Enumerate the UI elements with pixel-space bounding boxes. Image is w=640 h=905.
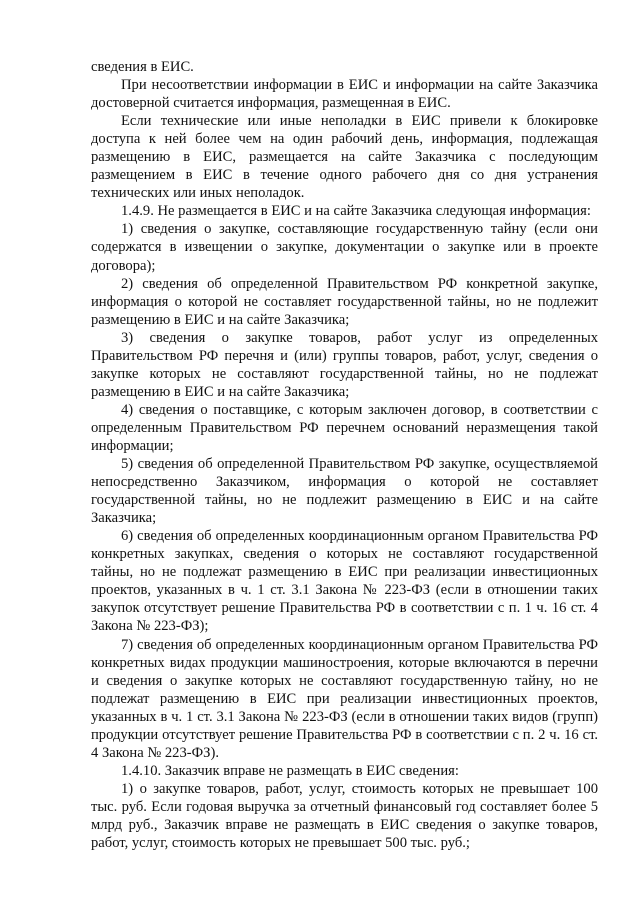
document-page [91,58,598,852]
list-item-1-4-10-1: 1) о закупке товаров, работ, услуг, стоимость которых не превышает 100 тыс. руб. Если годовая выручка за отчетный финансовый год составляет более 5 млрд руб., Заказчик вправе не размещать в ЕИС сведения о закупке товаров, работ, услуг, стоимость которых не превышает 500 тыс. руб.; [91,780,598,852]
paragraph-1-4-10-heading: 1.4.10. Заказчик вправе не размещать в ЕИС сведения: [121,762,459,779]
paragraph-technical-failures: Если технические или иные неполадки в ЕИС привели к блокировке доступа к ней более чем на один рабочий день, информация, подлежащая размещению в ЕИС, размещается на сайте Заказчика с последующим размещением в ЕИС в течение одного рабочего дня со дня устранения технических или иных неполадок. [91,113,598,202]
paragraph-1-4-9-heading: 1.4.9. Не размещается в ЕИС и на сайте Заказчика следующая информация: [121,203,591,220]
list-item-1-4-9-2: 2) сведения об определенной Правительством РФ конкретной закупке, информация о которой не составляет государственной тайны, но не подлежит размещению в ЕИС и на сайте Заказчика; [91,275,598,328]
list-item-1-4-9-4: 4) сведения о поставщике, с которым заключен договор, в соответствии с определенным Правительством РФ перечнем оснований неразмещения такой информации; [91,401,598,454]
paragraph-continuation: сведения в ЕИС. [91,59,194,75]
list-item-1-4-9-3: 3) сведения о закупке товаров, работ услуг из определенных Правительством РФ перечня и (или) группы товаров, работ, услуг, сведения о закупке которых не составляют государственной тайны, но не подлежат размещению в ЕИС и на сайте Заказчика; [91,329,598,400]
paragraph-eis-priority: При несоответствии информации в ЕИС и информации на сайте Заказчика достоверной считается информация, размещенная в ЕИС. [91,77,598,112]
list-item-1-4-9-5: 5) сведения об определенной Правительством РФ закупке, осуществляемой непосредственно Заказчиком, информация о которой не составляет государственной тайны, но не подлежит размещению в ЕИС и на сайте Заказчика; [91,456,598,527]
list-item-1-4-9-7: 7) сведения об определенных координационным органом Правительства РФ конкретных видах продукции машиностроения, которые включаются в перечни и сведения о закупке которых не составляют государственную тайну, но не подлежат размещению в ЕИС при реализации инвестиционных проектов, указанных в ч. 1 ст. 3.1 Закона № 223-ФЗ (если в отношении таких видов (групп) продукции отсутствует решение Правительства РФ в соответствии с п. 2 ч. 16 ст. 4 Закона № 223-ФЗ). [91,636,598,761]
list-item-1-4-9-1: 1) сведения о закупке, составляющие государственную тайну (если они содержатся в извещении о закупке, документации о закупке или в проекте договора); [91,221,598,274]
list-item-1-4-9-6: 6) сведения об определенных координационным органом Правительства РФ конкретных закупках, сведения о которых не составляют государственной тайны, но не подлежат размещению в ЕИС при реализации инвестиционных проектов, указанных в ч. 1 ст. 3.1 Закона № 223-ФЗ (если в отношении таких закупок отсутствует решение Правительства РФ в соответствии с п. 1 ч. 16 ст. 4 Закона № 223-ФЗ); [91,528,598,635]
